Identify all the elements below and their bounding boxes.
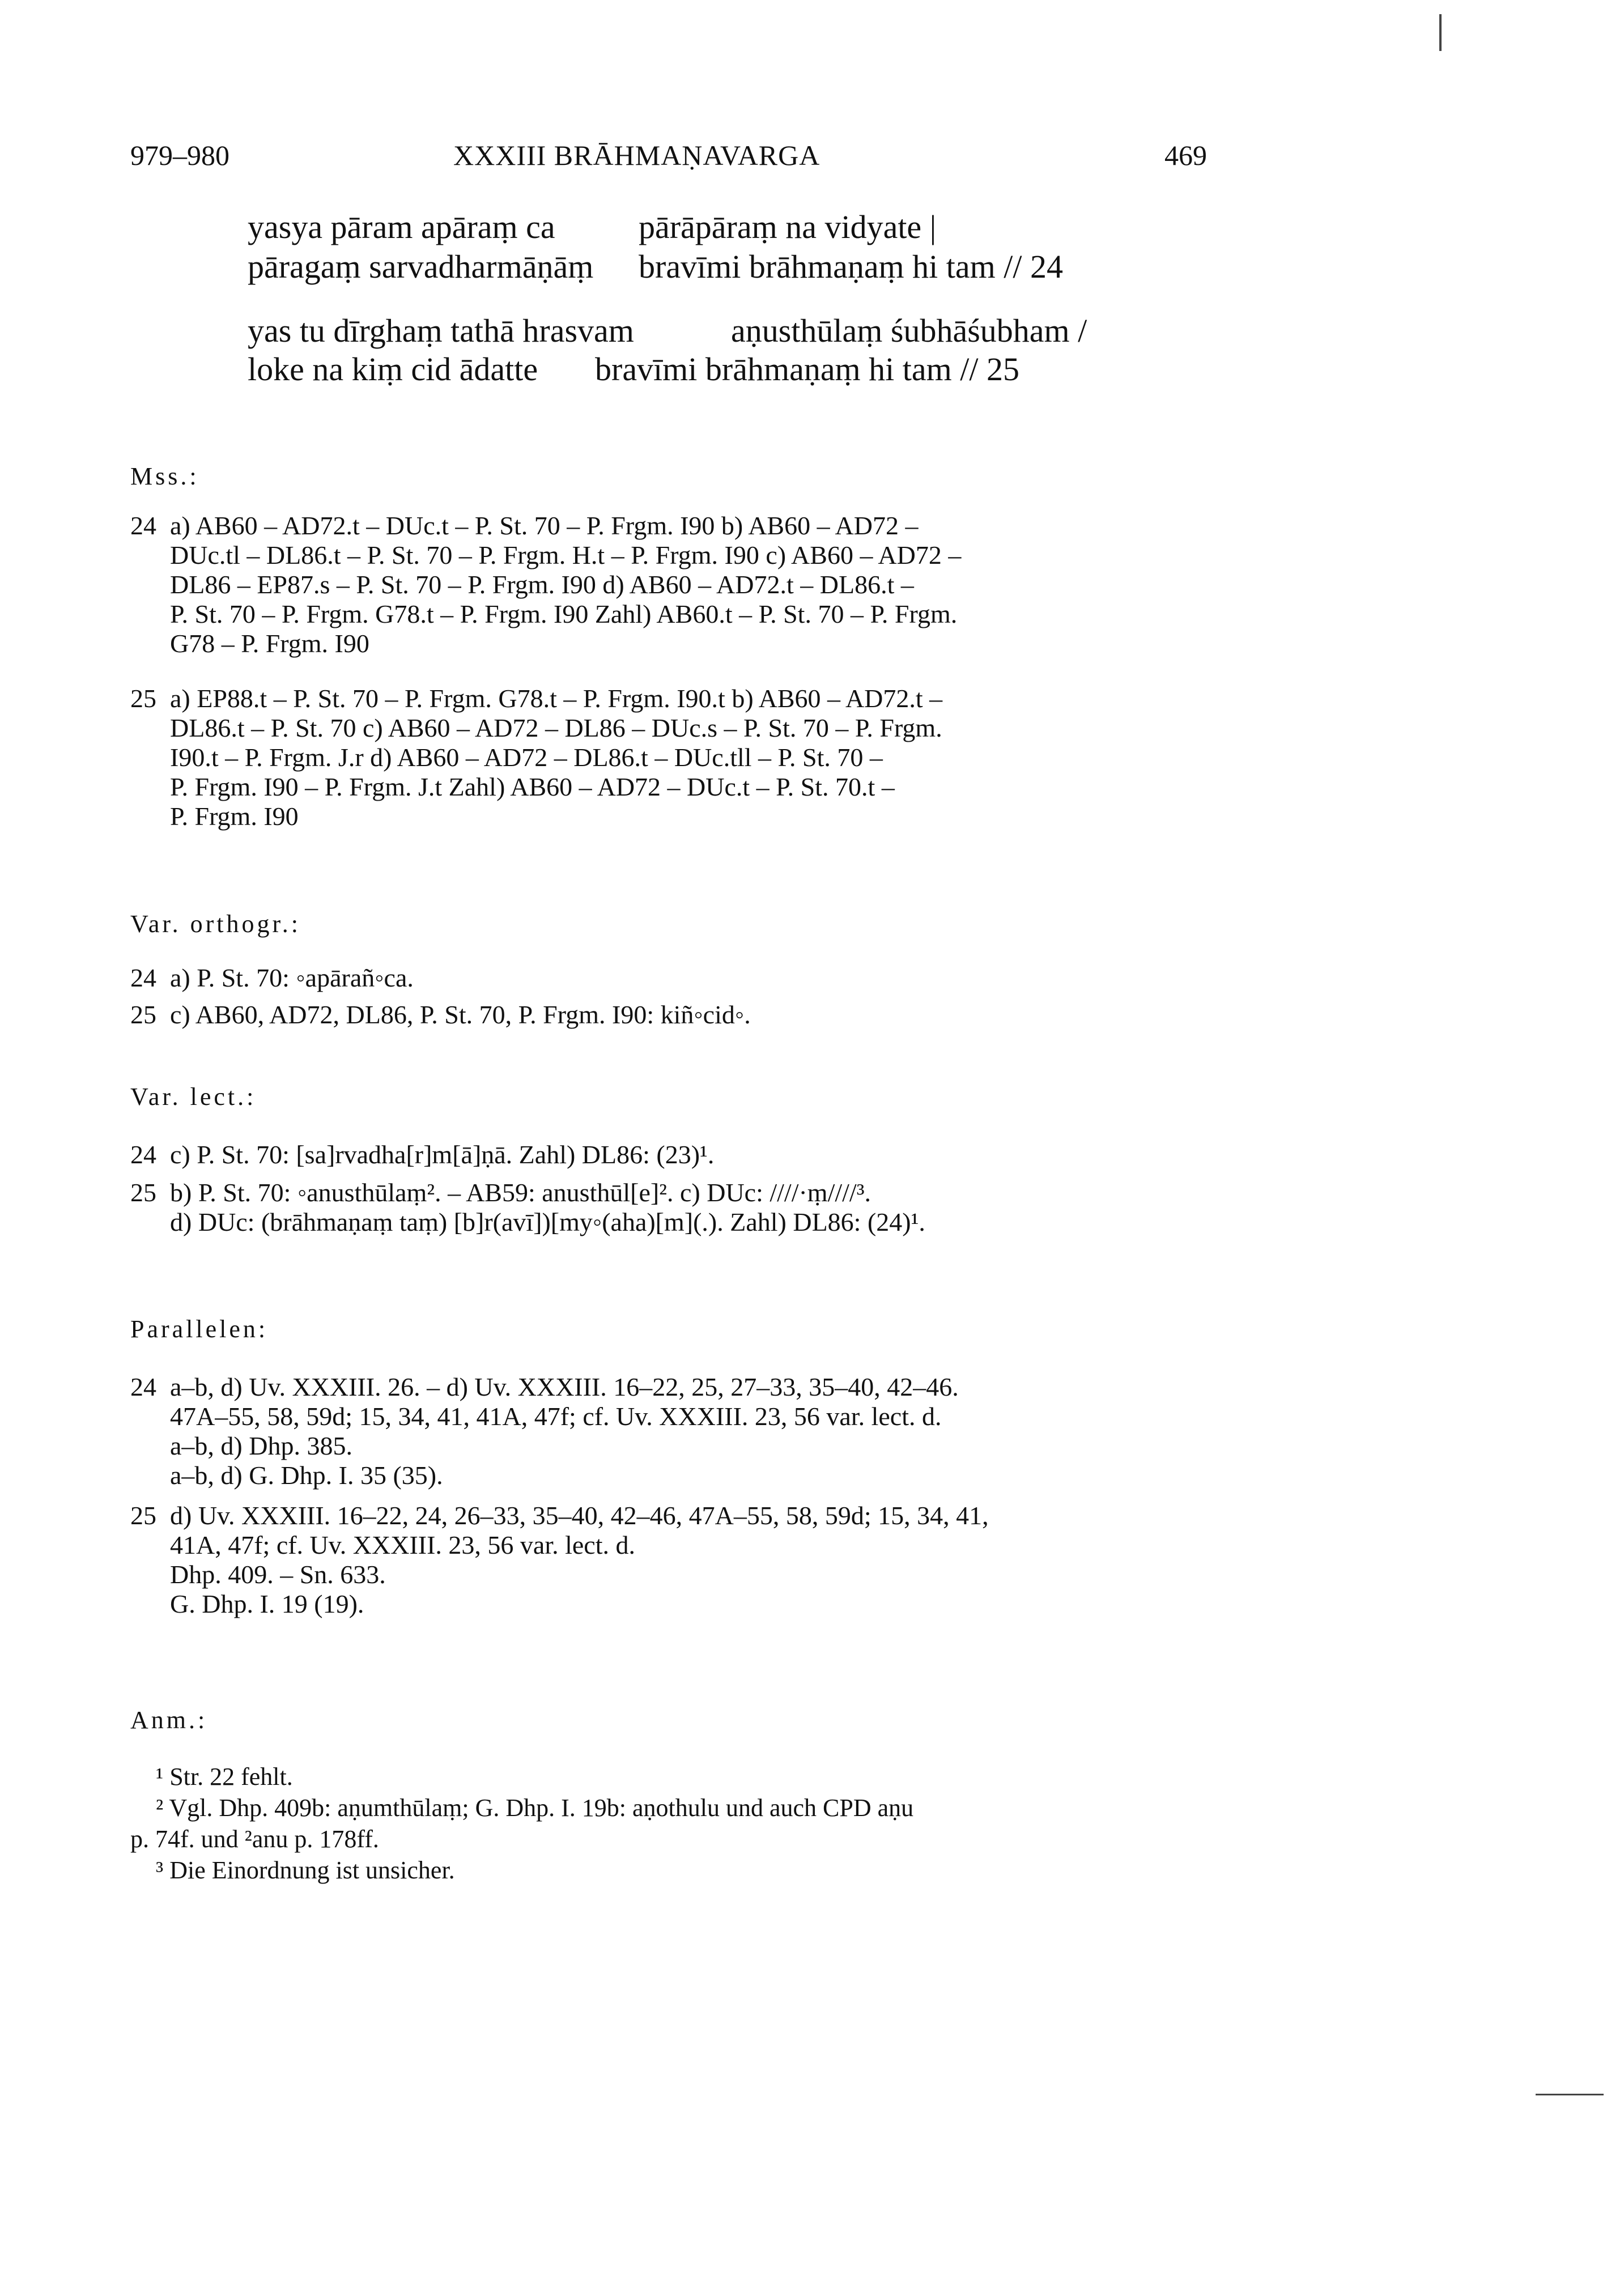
mss-line: P. St. 70 – P. Frgm. G78.t – P. Frgm. I90 Zahl) AB60.t – P. St. 70 – P. Frgm. [170,599,958,628]
footnote-1: ¹ Str. 22 fehlt. [156,1763,293,1791]
mss-line: DL86.t – P. St. 70 c) AB60 – AD72 – DL86 – DUc.s – P. St. 70 – P. Frgm. [170,713,942,742]
entry-number: 25 [130,1501,156,1530]
var-orthogr-entry-24 [130,965,1196,994]
parallelen-title: Parallelen: [130,1315,269,1343]
parallelen-line: a–b, d) Dhp. 385. [170,1431,352,1460]
parallelen-line: a–b, d) G. Dhp. I. 35 (35). [170,1461,443,1490]
parallelen-line: G. Dhp. I. 19 (19). [170,1589,364,1618]
parallelen-line: Dhp. 409. – Sn. 633. [170,1560,386,1589]
mss-title: Mss.: [130,462,199,490]
var-lect-line: d) DUc: (brāhmaṇaṃ taṃ) [b]r(avī])[my◦(aha)[m](.). Zahl) DL86: (24)¹. [170,1207,925,1236]
mss-line: DUc.tl – DL86.t – P. St. 70 – P. Frgm. H.t – P. Frgm. I90 c) AB60 – AD72 – [170,541,962,569]
mss-line: P. Frgm. I90 [170,802,299,831]
footnote-2-continued: p. 74f. und ²anu p. 178ff. [130,1825,379,1853]
var-lect-title: Var. lect.: [130,1083,257,1111]
var-orthogr-entry-25 [130,1002,1196,1031]
var-orthogr-text: a) P. St. 70: ◦apārañ◦ca. [170,963,414,992]
scan-mark [1439,14,1442,51]
entry-number: 24 [130,1140,156,1169]
var-lect-line: b) P. St. 70: ◦anusthūlaṃ². – AB59: anusthūl[e]². c) DUc: ////·ṃ////³. [170,1178,871,1207]
verse-line-a: pāragaṃ sarvadharmāṇāṃ [248,248,594,285]
parallelen-line: 41A, 47f; cf. Uv. XXXIII. 23, 56 var. lect. d. [170,1530,635,1559]
mss-line: G78 – P. Frgm. I90 [170,629,369,658]
parallelen-entry-24 [130,1374,1196,1493]
var-orthogr-title: Var. orthogr.: [130,910,301,938]
mss-line: a) AB60 – AD72.t – DUc.t – P. St. 70 – P. Frgm. I90 b) AB60 – AD72 – [170,511,919,540]
entry-number: 24 [130,963,156,992]
entry-number: 25 [130,684,156,713]
entry-number: 25 [130,1178,156,1207]
var-lect-line: c) P. St. 70: [sa]rvadha[r]m[ā]ṇā. Zahl) DL86: (23)¹. [170,1140,715,1169]
mss-line: DL86 – EP87.s – P. St. 70 – P. Frgm. I90 d) AB60 – AD72.t – DL86.t – [170,570,914,599]
entry-number: 24 [130,511,156,540]
page-range: 979–980 [130,139,229,171]
anm-title: Anm.: [130,1706,208,1734]
footnote-3: ³ Die Einordnung ist unsicher. [156,1856,455,1884]
entry-number: 24 [130,1372,156,1401]
footnote-2: ² Vgl. Dhp. 409b: aṇumthūlaṃ; G. Dhp. I. 19b: aṇothulu und auch CPD aṇu [156,1794,914,1822]
var-lect-entry-24 [130,1142,1196,1171]
verse-line-b: bravīmi brāhmaṇaṃ hi tam // 25 [595,351,1019,388]
mss-line: I90.t – P. Frgm. J.r d) AB60 – AD72 – DL86.t – DUc.tll – P. St. 70 – [170,743,883,772]
verse-line-b: aṇusthūlaṃ śubhāśubham / [731,312,1087,349]
verse-line-a: loke na kiṃ cid ādatte [248,351,538,388]
mss-entry-25 [130,686,1196,833]
var-orthogr-text: c) AB60, AD72, DL86, P. St. 70, P. Frgm. I90: kiñ◦cid◦. [170,1000,751,1029]
page-number: 469 [1164,139,1207,171]
verse-line-b: pārāpāraṃ na vidyate | [639,209,937,245]
mss-line: a) EP88.t – P. St. 70 – P. Frgm. G78.t – P. Frgm. I90.t b) AB60 – AD72.t – [170,684,943,713]
parallelen-line: d) Uv. XXXIII. 16–22, 24, 26–33, 35–40, 42–46, 47A–55, 58, 59d; 15, 34, 41, [170,1501,989,1530]
parallelen-line: 47A–55, 58, 59d; 15, 34, 41, 41A, 47f; cf. Uv. XXXIII. 23, 56 var. lect. d. [170,1402,942,1431]
mss-line: P. Frgm. I90 – P. Frgm. J.t Zahl) AB60 – AD72 – DUc.t – P. St. 70.t – [170,772,895,801]
chapter-title: XXXIII BRĀHMAṆAVARGA [453,139,820,171]
scan-mark [1536,2094,1604,2095]
parallelen-entry-25 [130,1503,1196,1622]
mss-entry-24 [130,513,1196,660]
entry-number: 25 [130,1000,156,1029]
var-lect-entry-25 [130,1180,1196,1242]
verse-line-b: bravīmi brāhmaṇaṃ hi tam // 24 [639,248,1063,285]
verse-line-a: yas tu dīrghaṃ tathā hrasvam [248,312,634,349]
verse-line-a: yasya pāram apāraṃ ca [248,209,555,245]
parallelen-line: a–b, d) Uv. XXXIII. 26. – d) Uv. XXXIII. 16–22, 25, 27–33, 35–40, 42–46. [170,1372,959,1401]
